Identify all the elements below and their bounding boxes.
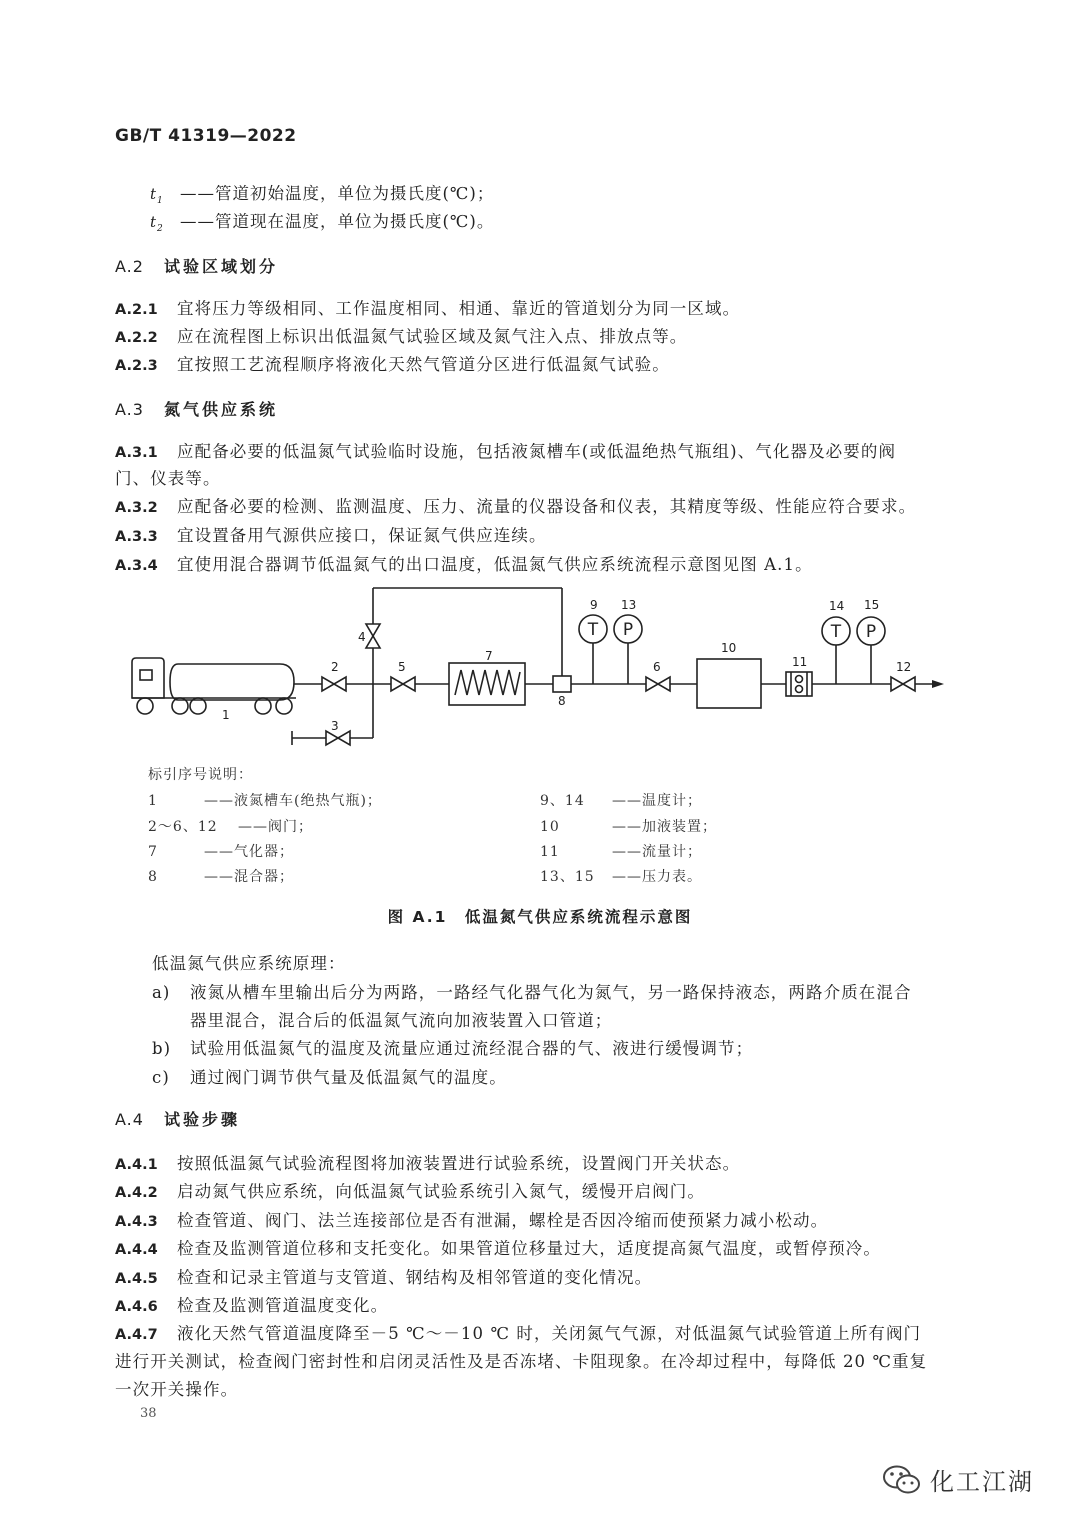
label-6: 6 bbox=[653, 660, 661, 674]
paragraph-a31-cont: 门、仪表等。 bbox=[115, 469, 221, 488]
paragraph-a32: A.3.2 应配备必要的检测、监测温度、压力、流量的仪器设备和仪表，其精度等级、性能应符合要求。 bbox=[115, 497, 917, 516]
principle-item-a-cont: 器里混合，混合后的低温氮气流向加液装置入口管道； bbox=[190, 1011, 613, 1030]
principle-item-c: c) 通过阀门调节供气量及低温氮气的温度。 bbox=[152, 1068, 507, 1087]
label-10: 10 bbox=[721, 641, 737, 655]
legend-item: 9、14 ——温度计； bbox=[540, 793, 702, 809]
svg-text:T: T bbox=[830, 622, 842, 642]
flow-diagram bbox=[0, 580, 1080, 760]
truck-cab bbox=[132, 658, 164, 698]
valve-4 bbox=[366, 624, 380, 648]
flow-arrow bbox=[932, 680, 944, 688]
section-heading-a2: A.2 试验区域划分 bbox=[115, 257, 278, 276]
label-15: 15 bbox=[864, 598, 880, 612]
legend-title: 标引序号说明： bbox=[148, 767, 253, 783]
paragraph-a47: A.4.7 液化天然气管道温度降至－5 ℃～－10 ℃ 时，关闭氮气气源，对低温氮气试验管道上所有阀门 bbox=[115, 1324, 922, 1343]
paragraph-a44: A.4.4 检查及监测管道位移和支托变化。如果管道位移量过大，适度提高氮气温度，或暂停预冷。 bbox=[115, 1239, 881, 1258]
legend-item: 7 ——气化器； bbox=[148, 844, 294, 860]
legend-item: 10 ——加液装置； bbox=[540, 819, 717, 835]
legend-item: 2～6、12 ——阀门； bbox=[148, 819, 313, 835]
label-11: 11 bbox=[792, 655, 808, 669]
valve-2 bbox=[322, 677, 346, 691]
vaporizer-coil bbox=[455, 670, 520, 695]
label-13: 13 bbox=[621, 598, 637, 612]
valve-12 bbox=[891, 677, 915, 691]
valve-5 bbox=[391, 677, 415, 691]
legend-item: 13、15 ——压力表。 bbox=[540, 869, 702, 885]
truck-tank bbox=[170, 664, 294, 700]
truck-window bbox=[140, 670, 152, 680]
label-7: 7 bbox=[485, 649, 493, 663]
watermark bbox=[882, 1462, 1034, 1497]
label-4: 4 bbox=[358, 630, 366, 644]
paragraph-a45: A.4.5 检查和记录主管道与支管道、钢结构及相邻管道的变化情况。 bbox=[115, 1268, 653, 1287]
principle-item-a: a) 液氮从槽车里输出后分为两路，一路经气化器气化为氮气，另一路保持液态，两路介质在混合 bbox=[152, 983, 912, 1002]
filling-device bbox=[697, 659, 761, 708]
svg-text:T: T bbox=[587, 620, 599, 640]
valve-3 bbox=[326, 731, 350, 745]
paragraph-a46: A.4.6 检查及监测管道温度变化。 bbox=[115, 1296, 389, 1315]
legend-item: 8 ——混合器； bbox=[148, 869, 294, 885]
paragraph-a41: A.4.1 按照低温氮气试验流程图将加液装置进行试验系统，设置阀门开关状态。 bbox=[115, 1154, 741, 1173]
svg-text:P: P bbox=[865, 622, 877, 642]
label-12: 12 bbox=[896, 660, 912, 674]
variable-t1: $t_1$ ——管道初始温度，单位为摄氏度(℃)； bbox=[150, 184, 495, 206]
standard-number: GB/T 41319—2022 bbox=[115, 126, 297, 146]
section-heading-a4: A.4 试验步骤 bbox=[115, 1110, 240, 1129]
variable-t2: $t_2$ ——管道现在温度，单位为摄氏度(℃)。 bbox=[150, 212, 495, 234]
figure-caption: 图 A.1 低温氮气供应系统流程示意图 bbox=[387, 908, 693, 926]
legend-item: 11 ——流量计； bbox=[540, 844, 702, 860]
legend-item: 1 ——液氮槽车(绝热气瓶)； bbox=[148, 793, 382, 809]
paragraph-a47-cont: 进行开关测试，检查阀门密封性和启闭灵活性及是否冻堵、卡阻现象。在冷却过程中，每降低 20 ℃重复 bbox=[115, 1352, 928, 1371]
paragraph-a23: A.2.3 宜按照工艺流程顺序将液化天然气管道分区进行低温氮气试验。 bbox=[115, 355, 670, 374]
label-1: 1 bbox=[222, 708, 230, 722]
paragraph-a34: A.3.4 宜使用混合器调节低温氮气的出口温度，低温氮气供应系统流程示意图见图 A.1。 bbox=[115, 555, 813, 574]
truck-wheel bbox=[137, 698, 153, 714]
valve-6 bbox=[646, 677, 670, 691]
label-9: 9 bbox=[590, 598, 598, 612]
principle-item-b: b) 试验用低温氮气的温度及流量应通过流经混合器的气、液进行缓慢调节； bbox=[152, 1039, 754, 1058]
paragraph-a47-cont: 一次开关操作。 bbox=[115, 1380, 239, 1399]
principle-title: 低温氮气供应系统原理： bbox=[152, 954, 346, 973]
paragraph-a42: A.4.2 启动氮气供应系统，向低温氮气试验系统引入氮气，缓慢开启阀门。 bbox=[115, 1182, 705, 1201]
label-2: 2 bbox=[331, 660, 339, 674]
label-5: 5 bbox=[398, 660, 406, 674]
mixer bbox=[553, 676, 571, 692]
label-8: 8 bbox=[558, 694, 566, 708]
page-number: 38 bbox=[140, 1406, 157, 1421]
label-3: 3 bbox=[331, 719, 339, 733]
label-14: 14 bbox=[829, 599, 845, 613]
section-heading-a3: A.3 氮气供应系统 bbox=[115, 400, 278, 419]
vaporizer bbox=[449, 663, 525, 705]
watermark-text: 化工江湖 bbox=[930, 1468, 1034, 1496]
paragraph-a22: A.2.2 应在流程图上标识出低温氮气试验区域及氮气注入点、排放点等。 bbox=[115, 327, 688, 346]
paragraph-a33: A.3.3 宜设置备用气源供应接口，保证氮气供应连续。 bbox=[115, 526, 547, 545]
paragraph-a21: A.2.1 宜将压力等级相同、工作温度相同、相通、靠近的管道划分为同一区域。 bbox=[115, 299, 741, 318]
paragraph-a43: A.4.3 检查管道、阀门、法兰连接部位是否有泄漏，螺栓是否因冷缩而使预紧力减小松动。 bbox=[115, 1211, 829, 1230]
wechat-icon bbox=[882, 1464, 922, 1496]
svg-text:P: P bbox=[622, 620, 634, 640]
paragraph-a31: A.3.1 应配备必要的低温氮气试验临时设施，包括液氮槽车(或低温绝热气瓶组)、气化器及必要的阀 bbox=[115, 442, 897, 461]
